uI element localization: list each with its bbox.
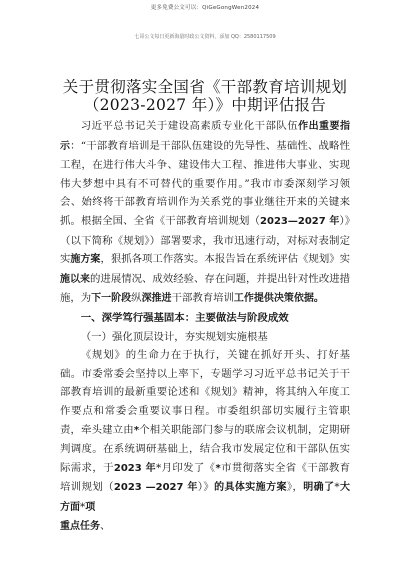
text-run-bold: 重点任务	[60, 521, 100, 533]
text-run-bold: 工作提供决策依据。	[233, 293, 324, 305]
watermark-text: 更多免费公文可以：QiGeGongWen2024	[150, 5, 260, 11]
text-run-bold: 作出重要指示	[60, 121, 351, 152]
text-run-bold: *	[215, 462, 221, 474]
text-run: ，狠抓各项工作落实。本报告旨在系统评估《规划》实	[100, 253, 351, 266]
text-run-bold: 深推进	[141, 293, 172, 305]
text-run: 习近平总书记关于建设高素质专业化干部队伍	[80, 120, 299, 132]
text-run: ：“干部教育培训是干部队伍建设的先导性、基础性、战略性工程，在进行伟大斗争、建设伟大工程、推进伟大事业、实现伟大梦想中具有不可替代的重要作用。”我市市委深刻学习领会、始终将干部教育培训作为关系党的事业继往开来的关键来抓。根据全国、全省《干部教育培训规划（	[60, 139, 351, 227]
document-body	[60, 117, 350, 537]
text-run: *月印发了《	[155, 461, 216, 474]
text-run-bold: 大方面	[60, 482, 351, 513]
paragraph-section-1	[60, 346, 350, 537]
text-run-bold: 施以来	[60, 273, 91, 285]
text-run-bold: 2023 年	[113, 462, 156, 474]
text-run: ）》（以下简称《规划》）部署要求，我市迅速行动，对标对表制定实	[60, 214, 350, 266]
text-run-bold: 明确了	[303, 482, 335, 494]
text-run: ）》	[197, 481, 215, 494]
text-run: 的进展情况、成效经验、存在问题，并提出针对性改进措施，为	[60, 272, 351, 305]
text-run: 纵	[131, 292, 142, 305]
text-run: 干部教育培训	[171, 292, 234, 305]
page-title: 关于贯彻落实全国省《干部教育培训规划（2023-2027 年）》中期评估报告	[62, 78, 348, 114]
text-run: 》，	[286, 481, 304, 494]
text-run: 《规划》的生命力在于执行，关键在抓好开头、打好基础。市委常委会坚持以上率下，专题学习习近平总书记关于干部教育培训的最新重要论述和《规划》精神，将其纳入年度工作要点和常委会重要议事日程。市委组织部切实履行主管职责，牵头建立由	[60, 349, 350, 436]
text-run: 个相关职能部门参与的联席会议机制，定期研判调度。在系统调研基础上，结合我市发展定位和干部队伍实际需求，于	[60, 423, 350, 474]
text-run-bold: 2023 —2027 年	[113, 482, 198, 494]
text-run: 市贯彻落实全省《干部教育培训规划（	[60, 461, 351, 494]
text-run-bold: 施方案	[70, 254, 101, 266]
text-run-bold: 2023—2027 年	[260, 215, 340, 227]
section-heading-1: 一、深学笃行强基固本：主要做法与阶段成效	[80, 311, 289, 324]
text-run-bold: *	[133, 424, 140, 436]
text-run-bold: 的具体实施方案	[214, 482, 287, 494]
text-run-bold: 下一阶段	[91, 293, 132, 305]
text-run-bold: 项	[85, 501, 96, 513]
header-note: 七哥公文每日更新海量时政公文资料，添加 QQ：2580117509	[134, 34, 276, 40]
text-run: *	[334, 481, 340, 494]
text-run: 、	[100, 520, 111, 533]
subsection-heading-1: （一）强化顶层设计，夯实规划实施根基	[80, 330, 268, 343]
paragraph-intro	[60, 117, 350, 309]
text-run: *	[80, 500, 86, 513]
